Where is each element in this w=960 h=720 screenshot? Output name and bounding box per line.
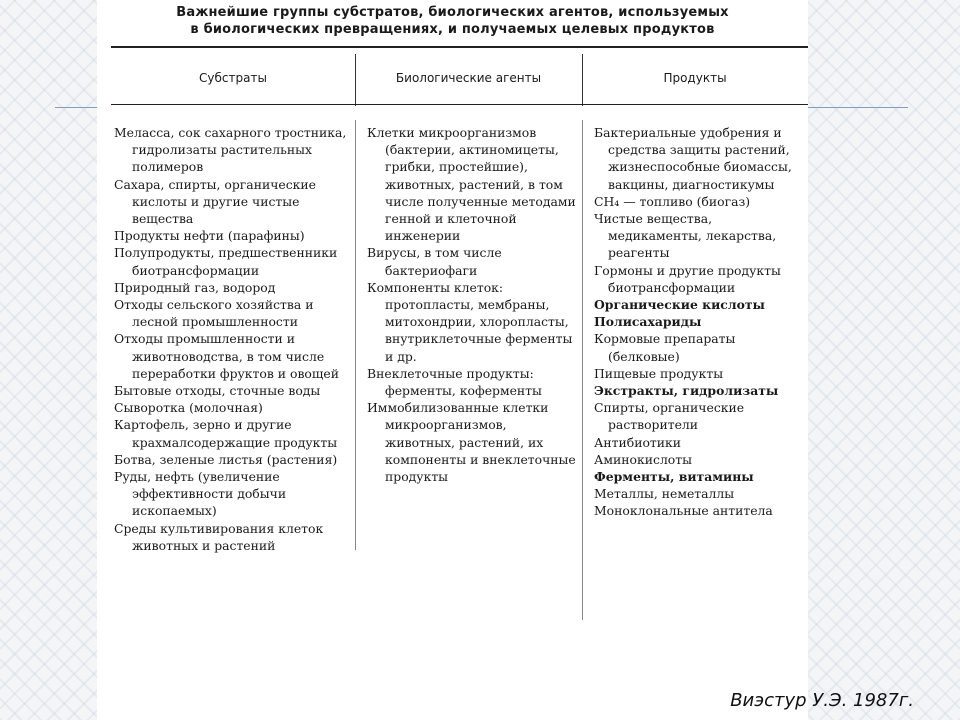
substrate-entry: Картофель, зерно и другие крахмалсодержащие продукты [114, 417, 338, 450]
header-bottom-rule [111, 104, 808, 105]
agent-entry: Внеклеточные продукты: ферменты, коферменты [367, 365, 542, 399]
product-entry: Экстракты, гидролизаты [594, 383, 779, 399]
agent-entry: Компоненты клеток: протопласты, мембраны, митохондрии, хлоропласты, внутриклеточные ферменты и др. [367, 279, 573, 364]
agent-entry: Клетки микроорганизмов (бактерии, актиномицеты, грибки, простейшие), животных, растений, в том числе полученные методами генной и клеточной инженерии [367, 125, 576, 244]
product-entry: Органические кислоты [594, 297, 765, 313]
product-entry: Чистые вещества, медикаменты, лекарства, реагенты [594, 211, 777, 261]
column-header-substrates: Субстраты [199, 71, 267, 85]
products-column [594, 124, 806, 520]
product-entry: Антибиотики [594, 434, 682, 450]
product-entry: Гормоны и другие продукты биотрансформации [594, 262, 781, 295]
substrate-entry: Полупродукты, предшественники биотрансформации [114, 245, 338, 278]
column-divider-1 [355, 120, 356, 550]
product-entry: Бактериальные удобрения и средства защиты растений, жизнеспособные биомассы, вакцины, диагностикумы [594, 125, 792, 192]
product-entry: Ферменты, витамины [594, 469, 754, 485]
accent-line-right [808, 107, 908, 108]
document-page [97, 0, 808, 720]
substrate-entry: Природный газ, водород [114, 279, 276, 295]
substrate-entry: Отходы сельского хозяйства и лесной промышленности [114, 297, 314, 330]
product-entry: Спирты, органические растворители [594, 400, 745, 433]
substrate-entry: Среды культивирования клеток животных и растений [114, 520, 324, 553]
substrate-entry: Продукты нефти (парафины) [114, 228, 305, 244]
product-entry: Аминокислоты [594, 451, 692, 467]
substrate-entry: Отходы промышленности и животноводства, в том числе переработки фруктов и овощей [114, 331, 339, 381]
citation: Виэстур У.Э. 1987г. [730, 690, 914, 711]
agent-entry: Иммобилизованные клетки микроорганизмов, животных, растений, их компоненты и внеклеточные продукты [367, 400, 576, 485]
product-entry: Пищевые продукты [594, 365, 724, 381]
product-entry: CH₄ — топливо (биогаз) [594, 193, 751, 209]
product-entry: Полисахариды [594, 314, 702, 330]
product-entry: Металлы, неметаллы [594, 486, 735, 502]
column-divider-2 [582, 120, 583, 620]
column-header-products: Продукты [663, 71, 727, 85]
product-entry: Моноклональные антитела [594, 503, 773, 519]
table-title-line-2: в биологических превращениях, и получаемых целевых продуктов [190, 22, 715, 37]
table-title [97, 4, 808, 38]
substrate-entry: Сыворотка (молочная) [114, 400, 263, 416]
agents-column [367, 124, 579, 485]
substrate-entry: Ботва, зеленые листья (растения) [114, 451, 338, 467]
substrate-entry: Бытовые отходы, сточные воды [114, 383, 321, 399]
agent-entry: Вирусы, в том числе бактериофаги [367, 245, 502, 278]
header-top-rule [111, 46, 808, 48]
substrate-entry: Меласса, сок сахарного тростника, гидролизаты растительных полимеров [114, 125, 347, 175]
substrate-entry: Руды, нефть (увеличение эффективности добычи ископаемых) [114, 469, 287, 519]
column-header-agents: Биологические агенты [395, 71, 542, 85]
substrate-entry: Сахара, спирты, органические кислоты и другие чистые вещества [114, 176, 317, 227]
product-entry: Кормовые препараты (белковые) [594, 331, 736, 364]
substrates-column [114, 124, 352, 554]
accent-line-left [55, 107, 98, 108]
table-title-line-1: Важнейшие группы субстратов, биологических агентов, используемых [176, 5, 729, 20]
